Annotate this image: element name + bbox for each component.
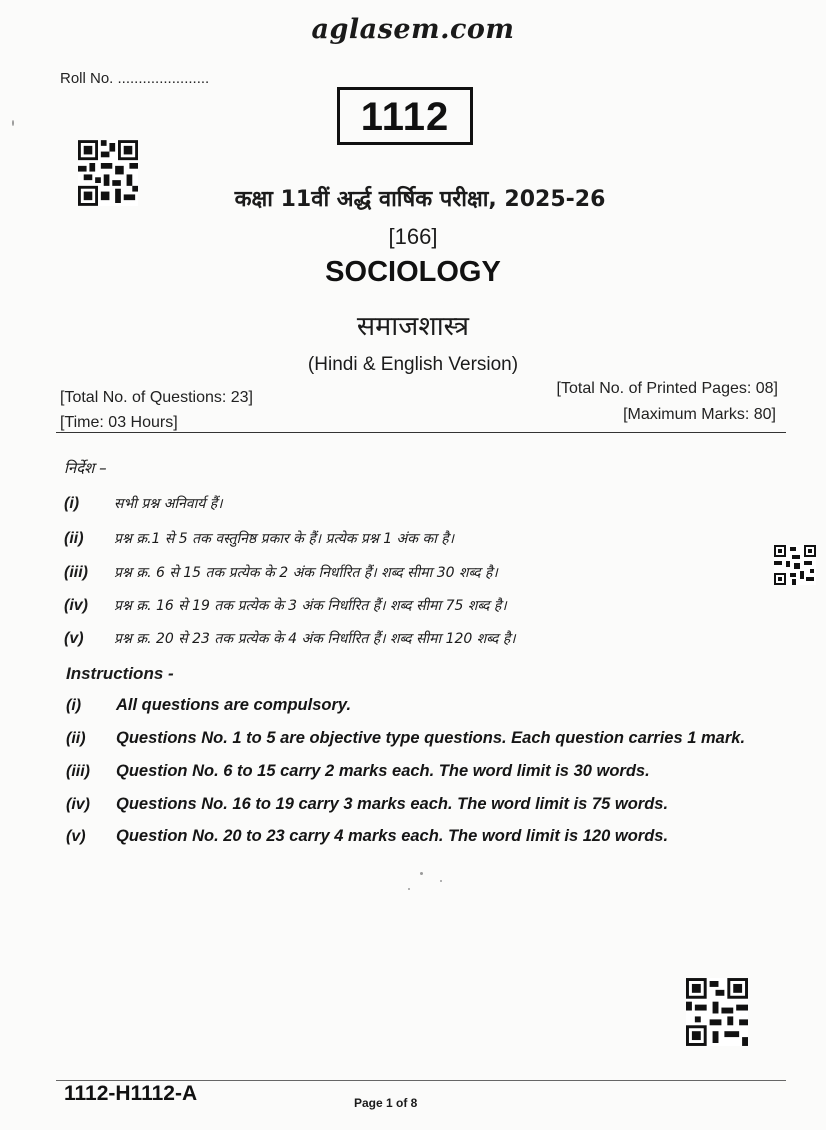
item-number: (i) (66, 697, 82, 714)
english-instruction-item (66, 795, 668, 814)
watermark-text: aglasem.com (311, 14, 515, 45)
hindi-instruction-item (64, 529, 454, 548)
item-text: प्रश्न क्र. 6 से 15 तक प्रत्येक के 2 अंक निर्धारित हैं। शब्द सीमा 30 शब्द है। (114, 565, 498, 581)
scan-speck (420, 872, 423, 875)
item-text: सभी प्रश्न अनिवार्य हैं। (114, 496, 223, 512)
total-questions: [Total No. of Questions: 23] (60, 389, 253, 406)
hindi-instructions-heading: निर्देश – (64, 459, 107, 477)
footer-divider (56, 1080, 786, 1081)
hindi-instruction-item (64, 629, 516, 648)
hindi-instruction-item (64, 494, 223, 513)
english-instruction-item (66, 762, 650, 781)
item-number: (ii) (66, 730, 86, 747)
maximum-marks: [Maximum Marks: 80] (623, 406, 776, 423)
subject-name-english: SOCIOLOGY (325, 256, 501, 288)
header-divider (56, 432, 786, 433)
item-number: (v) (66, 828, 86, 845)
item-text: प्रश्न क्र.1 से 5 तक वस्तुनिष्ठ प्रकार के हैं। प्रत्येक प्रश्न 1 अंक का है। (114, 531, 455, 547)
qr-code-icon (774, 545, 816, 585)
subject-code: [166] (388, 224, 438, 249)
english-instruction-item (66, 696, 351, 715)
item-number: (i) (64, 495, 80, 512)
item-text: Question No. 20 to 23 carry 4 marks each. The word limit is 120 words. (116, 827, 669, 845)
english-instructions-heading: Instructions - (66, 664, 174, 683)
item-number: (iv) (66, 796, 90, 813)
scan-speck (12, 120, 14, 126)
english-instruction-item (66, 729, 745, 748)
paper-code-box: 1112 (337, 87, 473, 145)
item-text: प्रश्न क्र. 16 से 19 तक प्रत्येक के 3 अंक निर्धारित हैं। शब्द सीमा 75 शब्द है। (114, 598, 507, 614)
item-number: (iii) (66, 763, 90, 780)
qr-code-icon (686, 978, 748, 1046)
version-label: (Hindi & English Version) (307, 354, 519, 375)
exam-time: [Time: 03 Hours] (60, 414, 178, 431)
page-number: Page 1 of 8 (354, 1096, 418, 1110)
item-number: (iii) (64, 564, 88, 581)
english-instruction-item (66, 827, 668, 846)
item-text: Questions No. 16 to 19 carry 3 marks each. The word limit is 75 words. (116, 795, 669, 813)
subject-name-hindi: समाजशास्त्र (356, 311, 470, 342)
item-text: All questions are compulsory. (116, 696, 352, 714)
hindi-instruction-item (64, 563, 498, 582)
scan-speck (408, 888, 410, 890)
roll-number-label: Roll No. ...................... (60, 70, 210, 87)
footer-paper-code: 1112-H1112-A (64, 1082, 198, 1105)
printed-pages: [Total No. of Printed Pages: 08] (556, 380, 778, 397)
item-text: Question No. 6 to 15 carry 2 marks each. The word limit is 30 words. (116, 762, 650, 780)
item-number: (ii) (64, 530, 84, 547)
item-number: (v) (64, 630, 84, 647)
hindi-instruction-item (64, 596, 507, 615)
item-text: Questions No. 1 to 5 are objective type questions. Each question carries 1 mark. (116, 729, 746, 747)
scan-speck (440, 880, 442, 882)
item-number: (iv) (64, 597, 88, 614)
exam-title: कक्षा 11वीं अर्द्ध वार्षिक परीक्षा, 2025-26 (234, 187, 606, 212)
item-text: प्रश्न क्र. 20 से 23 तक प्रत्येक के 4 अंक निर्धारित हैं। शब्द सीमा 120 शब्द है। (114, 631, 516, 647)
